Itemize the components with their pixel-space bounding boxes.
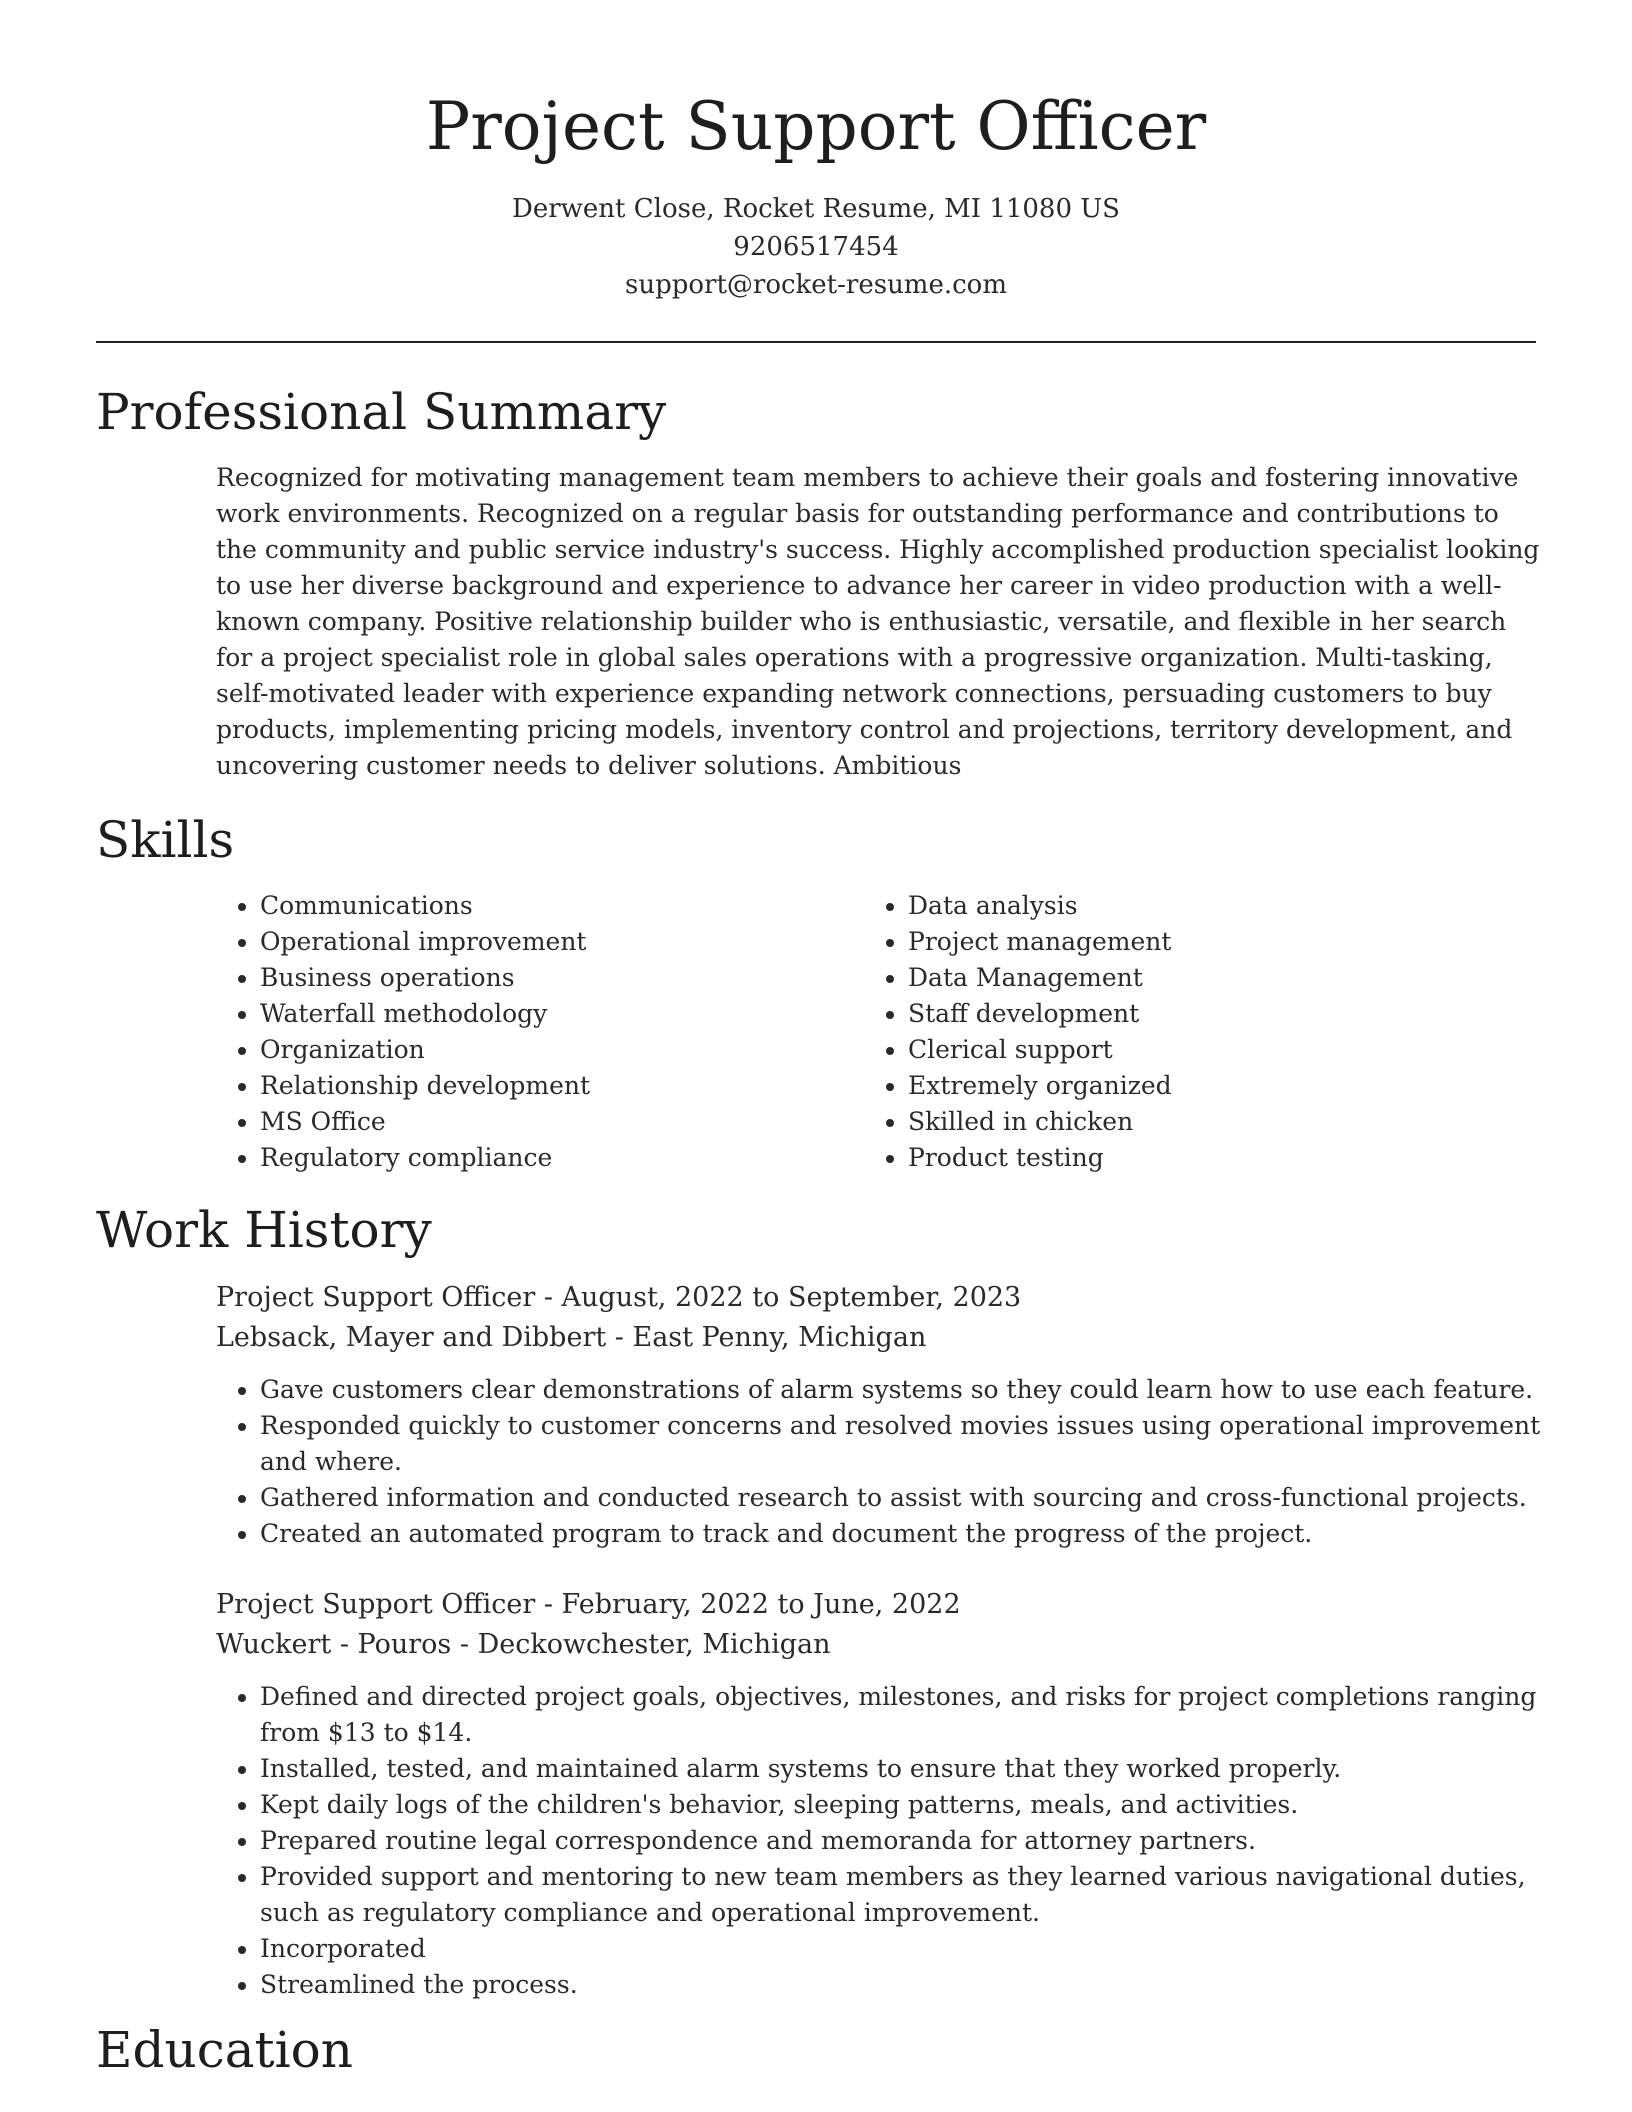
job-location: - Deckowchester, Michigan [451,1629,831,1660]
summary-text: Recognized for motivating management team members to achieve their goals and fostering innovative work environments. Recognized on a regular basis for outstanding performance and contributions to the community and public service industry's success. Highly accomplished production specialist looking to use her diverse background and experience to advance her career in video production with a well-known company. Positive relationship builder who is enthusiastic, versatile, and flexible in her search for a project specialist role in global sales operations with a progressive organization. Multi-tasking, self-motivated leader with experience expanding network connections, persuading customers to buy products, implementing pricing models, inventory control and projections, territory development, and uncovering customer needs to deliver solutions. Ambitious [216,463,1540,780]
contact-block [0,190,1632,304]
job-bullet: • Prepared routine legal correspondence and memoranda for attorney partners. [260,1823,1584,1859]
job-dates: - February, 2022 to June, 2022 [535,1589,961,1620]
skill-item: • MS Office [260,1104,820,1140]
skills-list-right [864,888,1468,1176]
skill-item: • Project management [908,924,1468,960]
skill-item: • Waterfall methodology [260,996,820,1032]
job-bullet: • Defined and directed project goals, objectives, milestones, and risks for project completions ranging from $13 to $14. [260,1679,1584,1751]
contact-email: support@rocket-resume.com [624,270,1007,300]
job-bullet: • Kept daily logs of the children's behavior, sleeping patterns, meals, and activities. [260,1787,1584,1823]
job-title-line [216,1278,1021,1318]
skill-item: • Operational improvement [260,924,820,960]
skill-item: • Skilled in chicken [908,1104,1468,1140]
skill-item: • Organization [260,1032,820,1068]
skill-item: • Regulatory compliance [260,1140,820,1176]
skill-item: • Extremely organized [908,1068,1468,1104]
skill-item: • Clerical support [908,1032,1468,1068]
job-location: - East Penny, Michigan [606,1322,927,1353]
header-divider [96,341,1536,343]
job-bullets [216,1372,1584,1552]
skill-item: • Data Management [908,960,1468,996]
job-title: Project Support Officer [216,1589,536,1620]
job-company: Lebsack, Mayer and Dibbert [216,1322,607,1353]
candidate-name: Project Support Officer [425,88,1207,165]
job-dates: - August, 2022 to September, 2023 [535,1282,1022,1313]
job-company-line [216,1318,926,1358]
job-bullet: • Streamlined the process. [260,1967,1584,2003]
work-heading: Work History [96,1201,432,1259]
skill-item: • Product testing [908,1140,1468,1176]
job-bullet: • Responded quickly to customer concerns and resolved movies issues using operational improvement and where. [260,1408,1584,1480]
job-bullet: • Installed, tested, and maintained alarm systems to ensure that they worked properly. [260,1751,1584,1787]
skill-item: • Staff development [908,996,1468,1032]
job-company-line [216,1625,831,1665]
skill-item: • Relationship development [260,1068,820,1104]
job-bullet: • Provided support and mentoring to new team members as they learned various navigational duties, such as regulatory compliance and operational improvement. [260,1859,1584,1931]
education-heading: Education [96,2021,353,2079]
job-bullet: • Gave customers clear demonstrations of alarm systems so they could learn how to use each feature. [260,1372,1584,1408]
job-title: Project Support Officer [216,1282,536,1313]
summary-heading: Professional Summary [96,383,667,441]
job-bullets [216,1679,1584,2003]
skills-heading: Skills [96,811,235,869]
skill-item: • Business operations [260,960,820,996]
job-bullet: • Created an automated program to track and document the progress of the project. [260,1516,1584,1552]
job-bullet: • Gathered information and conducted research to assist with sourcing and cross-functional projects. [260,1480,1584,1516]
job-company: Wuckert - Pouros [216,1629,452,1660]
job-title-line [216,1585,961,1625]
contact-address: Derwent Close, Rocket Resume, MI 11080 US [511,194,1120,224]
contact-phone: 9206517454 [733,232,899,262]
skills-list-left [216,888,820,1176]
job-bullet: • Incorporated [260,1931,1584,1967]
skill-item: • Data analysis [908,888,1468,924]
skill-item: • Communications [260,888,820,924]
